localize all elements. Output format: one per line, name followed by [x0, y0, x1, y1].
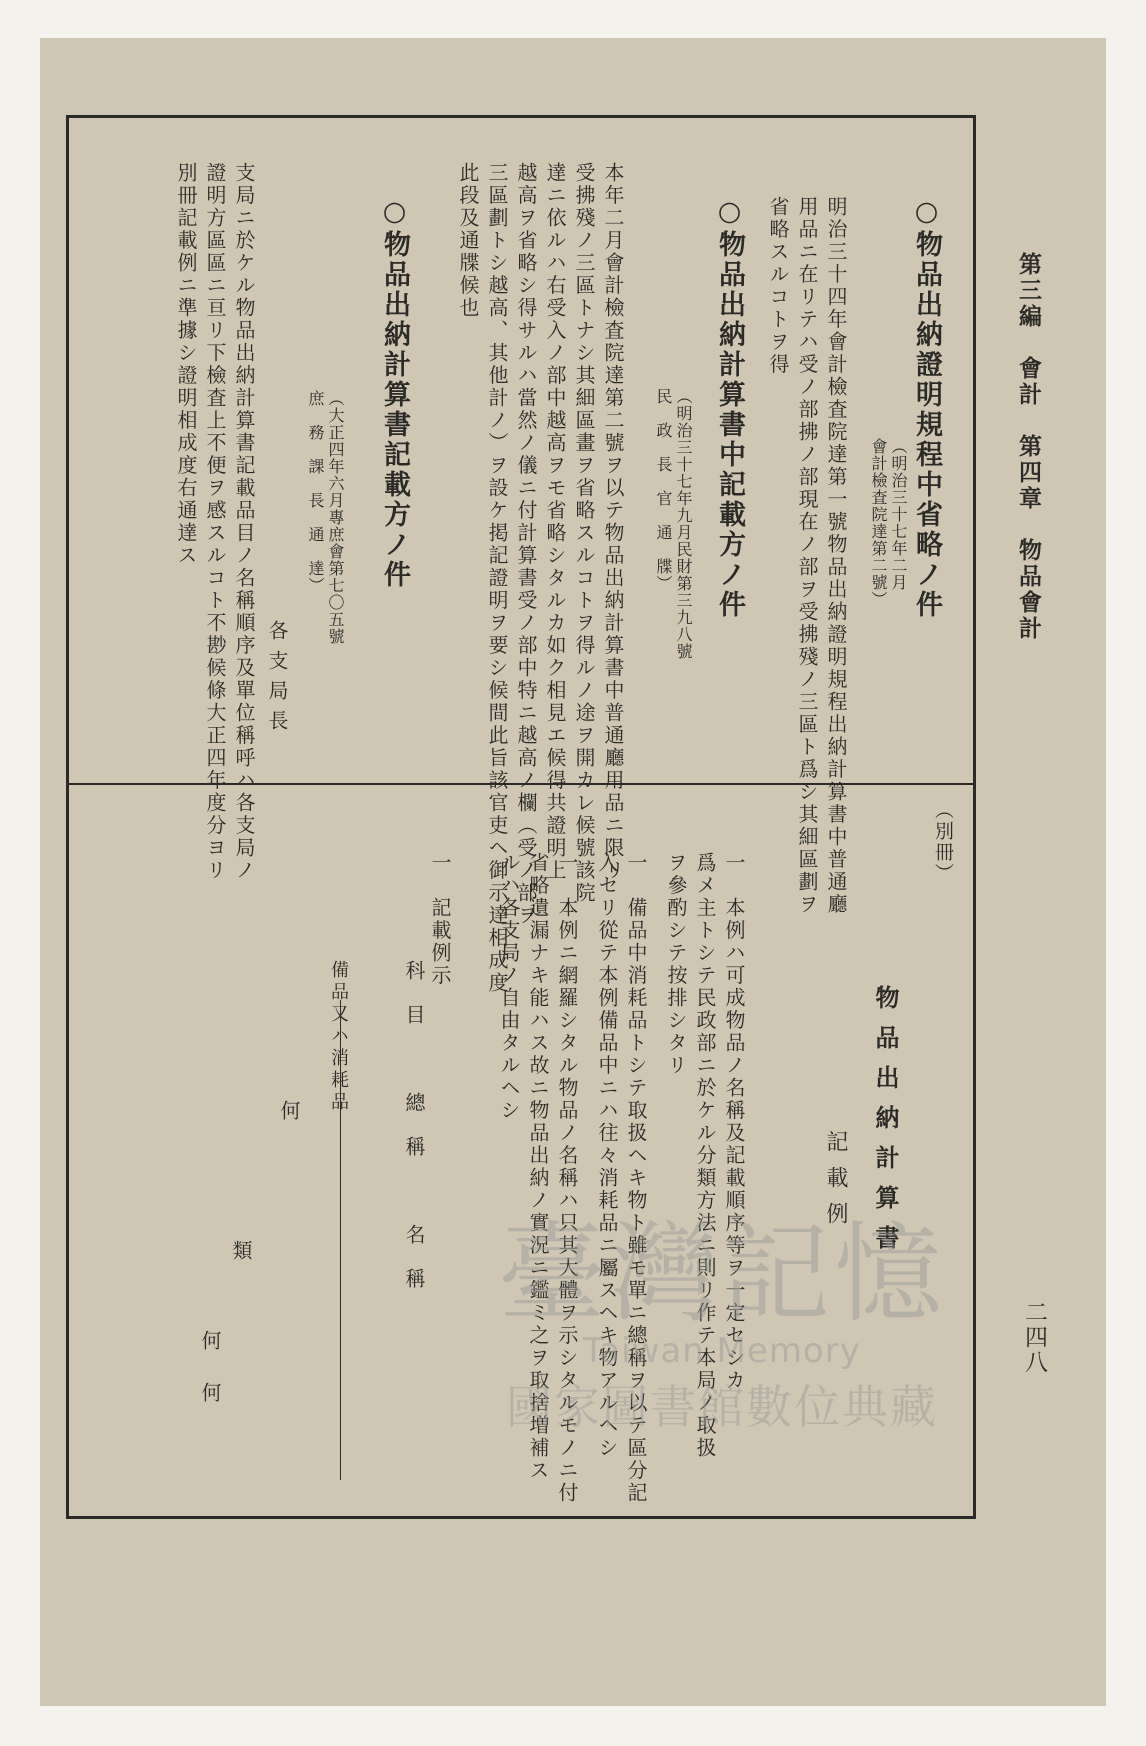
example-rule — [340, 1000, 341, 1480]
example-value: 何 何 — [198, 1330, 222, 1408]
section1-line: 用品ニ在リテハ受ノ部拂ノ部現在ノ部ヲ受拂殘ノ三區ト爲シ其細區劃ヲ — [795, 196, 819, 916]
section3-line: 支局ニ於ケル物品出納計算書記載品目ノ名稱順序及單位稱呼ハ各支局ノ — [232, 162, 256, 882]
section2-line: 達ニ依ルハ右受入ノ部中越高ヲモ省略シタルカ如ク相見エ候得共證明上 — [543, 162, 567, 882]
section2-line: 本年二月會計檢査院達第二號ヲ以テ物品出納計算書中普通廳用品ニ限リ — [601, 162, 625, 882]
section3-line: 別冊記載例ニ準據シ證明相成度右通達ス — [174, 162, 198, 567]
section3-line: 證明方區區ニ亘リ下檢査上不便ヲ感スルコト不尠候條大正四年度分ヨリ — [203, 162, 227, 882]
section1-title: ○物品出納證明規程中省略ノ件 — [911, 196, 942, 620]
running-head: 第三編 會計 第四章 物品會計 — [1015, 252, 1042, 642]
annex-line: ヲ參酌シテ按排シタリ — [664, 852, 688, 1077]
section2-line: 此段及通牒候也 — [456, 162, 480, 320]
watermark-chinese-bottom: 國家圖書館數位典藏 — [506, 1380, 938, 1435]
annex-line: 省略遺漏ナキ能ハス故ニ物品出納ノ實況ニ鑑ミ之ヲ取捨増補ス — [526, 852, 550, 1482]
section1-note: （明治三十七年二月 會計檢査院達第二號） — [869, 438, 908, 608]
section3-destination: 各支局長 — [265, 620, 289, 740]
example-header: 科目 總稱 名稱 — [402, 960, 426, 1312]
example-value: 何 — [277, 1100, 301, 1126]
section3-note: （大正四年六月專庶會第七〇五號 庶 務 課 長 通 達） — [306, 390, 345, 645]
section2-line: 越高ヲ省略シ得サルハ當然ノ儀ニ付計算書受ノ部中特ニ越高ノ欄（受ノ部ヲ — [514, 162, 538, 927]
annex-line: ルハ各支局ノ自由タルヘシ — [497, 852, 521, 1122]
watermark-english: Taiwan Memory — [583, 1331, 861, 1372]
watermark-chinese-top: 臺灣記憶 — [497, 1212, 946, 1337]
annex-line: 一 本例ニ網羅シタル物品ノ名稱ハ只其大體ヲ示シタルモノニ付 — [555, 852, 579, 1505]
section2-note: （明治三十七年九月民財第三九八號 民 政 長 官 通 牒） — [654, 388, 693, 660]
section3-title: ○物品出納計算書記載方ノ件 — [379, 196, 410, 590]
example-subheader: 備品又ハ消耗品 — [328, 960, 349, 1114]
section1-line: 省略スルコトヲ得 — [766, 196, 790, 376]
section2-title: ○物品出納計算書中記載方ノ件 — [714, 196, 745, 620]
annex-line: 一 本例ハ可成物品ノ名稱及記載順序等ヲ一定セシカ — [722, 852, 746, 1392]
annex-subtitle: 記載例 — [823, 1130, 848, 1238]
example-value: 類 — [229, 1240, 253, 1266]
annex-title: 物品出納計算書 — [871, 985, 900, 1265]
annex-line: 一 記載例示 — [428, 852, 452, 987]
annex-heading: （別冊） — [932, 800, 954, 884]
page-number: 二四八 — [1021, 1300, 1047, 1375]
section1-line: 明治三十四年會計檢査院達第一號物品出納證明規程出納計算書中普通廳 — [824, 196, 848, 916]
annex-line: 入セリ從テ本例備品中ニハ往々消耗品ニ屬スヘキ物アルヘシ — [595, 852, 619, 1460]
annex-line: 一 備品中消耗品トシテ取扱ヘキ物ト雖モ單ニ總稱ヲ以テ區分記 — [624, 852, 648, 1505]
section2-line: 三區劃トシ越高、其他計ノ）ヲ設ケ掲記證明ヲ要シ候間此旨該官吏ヘ御示達相成度 — [485, 162, 509, 995]
annex-line: 爲メ主トシテ民政部ニ於ケル分類方法ニ則リ作テ本局ノ取扱 — [693, 852, 717, 1460]
section2-line: 受拂殘ノ三區トナシ其細區畫ヲ省略スルコトヲ得ルノ途ヲ開カレ候號該院 — [572, 162, 596, 905]
